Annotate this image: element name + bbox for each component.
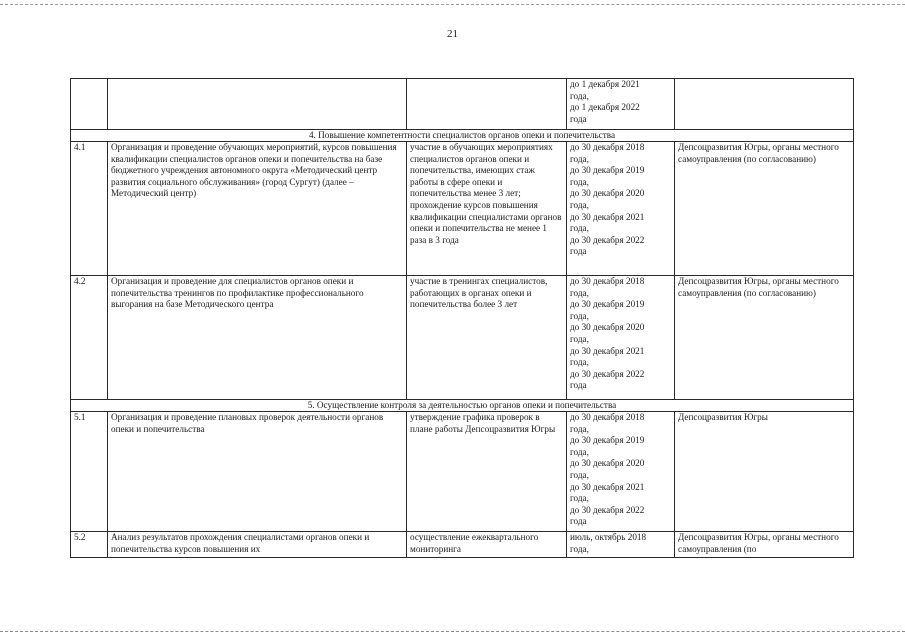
activity-cell: Организация и проведение обучающих мероприятий, курсов повышения квалификации специалистов органов опеки и попечительства на базе бюджетного учреждения автономного округа «Методический центр развития социального обслуживания» (город Сургут) (далее – Методический центр) — [108, 142, 407, 276]
table-row — [71, 532, 854, 558]
term-line: июль, октябрь 2018 — [570, 532, 647, 542]
term-line: до 30 декабря 2020 — [570, 188, 645, 199]
term-line: до 30 декабря 2021 — [570, 481, 645, 492]
table-row — [71, 79, 854, 130]
responsible-cell: Депсоцразвития Югры, органы местного самоуправления (по согласованию) — [675, 276, 854, 400]
term-line: до 30 декабря 2021 — [570, 211, 645, 222]
indicator-cell — [407, 79, 567, 130]
responsible-cell: Депсоцразвития Югры, органы местного самоуправления (по — [675, 532, 854, 558]
term-line: года — [570, 246, 587, 257]
term-line: до 30 декабря 2020 — [570, 458, 645, 469]
term-line: года, — [570, 423, 589, 434]
term-line: до 30 декабря 2019 — [570, 435, 645, 446]
term-line: года, — [570, 493, 589, 504]
activity-cell — [108, 79, 407, 130]
activity-cell: Организация и проведение плановых проверок деятельности органов опеки и попечительства — [108, 412, 407, 532]
term-line: года, — [570, 199, 589, 210]
table-row — [71, 142, 854, 276]
term-cell — [567, 79, 675, 130]
term-line: до 30 декабря 2022 — [570, 368, 645, 379]
term-line: года, — [570, 153, 589, 164]
term-line: года, — [570, 310, 589, 321]
activity-cell: Анализ результатов прохождения специалистами органов опеки и попечительства курсов повышения их — [108, 532, 407, 558]
indicator-cell: участие в обучающих мероприятиях специалистов органов опеки и попечительства, имеющих стаж работы в сфере опеки и попечительства менее 3 лет; прохождение курсов повышения квалификации специалистами органов опеки и попечительства не менее 1 раза в 3 года — [407, 142, 567, 276]
activity-cell: Организация и проведение для специалистов органов опеки и попечительства тренингов по профилактике профессионального выгорания на базе Методического центра — [108, 276, 407, 400]
plan-table — [70, 78, 854, 558]
term-line: до 30 декабря 2018 — [570, 142, 645, 152]
section-header-row — [71, 130, 854, 142]
page-number: 21 — [447, 28, 458, 40]
indicator-cell: осуществление ежеквартального мониторинга — [407, 532, 567, 558]
term-line: года, — [570, 446, 589, 457]
term-line: года, — [570, 223, 589, 234]
term-line: до 30 декабря 2022 — [570, 234, 645, 245]
term-cell — [567, 532, 675, 558]
term-line: года, — [570, 357, 589, 368]
section-title: 5. Осуществление контроля за деятельностью органов опеки и попечительства — [71, 400, 854, 412]
term-line: до 30 декабря 2019 — [570, 165, 645, 176]
row-number-cell: 5.1 — [71, 412, 108, 532]
term-cell — [567, 142, 675, 276]
term-line: до 1 декабря 2022 — [570, 102, 640, 113]
row-number-cell — [71, 79, 108, 130]
indicator-cell: участие в тренингах специалистов, работающих в органах опеки и попечительства более 3 лет — [407, 276, 567, 400]
term-line: года, — [570, 543, 589, 554]
responsible-cell: Депсоцразвития Югры — [675, 412, 854, 532]
row-number-cell: 4.1 — [71, 142, 108, 276]
scan-edge-bottom — [0, 631, 905, 632]
section-title: 4. Повышение компетентности специалистов органов опеки и попечительства — [71, 130, 854, 142]
term-line: года, — [570, 176, 589, 187]
table-row — [71, 412, 854, 532]
term-line: до 1 декабря 2021 — [570, 79, 640, 89]
term-cell — [567, 276, 675, 400]
row-number-cell: 5.2 — [71, 532, 108, 558]
term-cell — [567, 412, 675, 532]
term-line: до 30 декабря 2021 — [570, 345, 645, 356]
term-line: года — [570, 516, 587, 527]
term-line: года — [570, 113, 587, 124]
section-header-row — [71, 400, 854, 412]
term-line: до 30 декабря 2019 — [570, 299, 645, 310]
term-line: до 30 декабря 2018 — [570, 276, 645, 286]
term-line: года, — [570, 333, 589, 344]
term-line: года, — [570, 90, 589, 101]
term-line: года — [570, 380, 587, 391]
scan-edge-top — [0, 4, 905, 5]
term-line: до 30 декабря 2022 — [570, 504, 645, 515]
indicator-cell: утверждение графика проверок в плане работы Депсоцразвития Югры — [407, 412, 567, 532]
row-number-cell: 4.2 — [71, 276, 108, 400]
term-line: до 30 декабря 2020 — [570, 322, 645, 333]
term-line: года, — [570, 287, 589, 298]
responsible-cell: Депсоцразвития Югры, органы местного самоуправления (по согласованию) — [675, 142, 854, 276]
responsible-cell — [675, 79, 854, 130]
table-row — [71, 276, 854, 400]
term-line: до 30 декабря 2018 — [570, 412, 645, 422]
term-line: года, — [570, 469, 589, 480]
